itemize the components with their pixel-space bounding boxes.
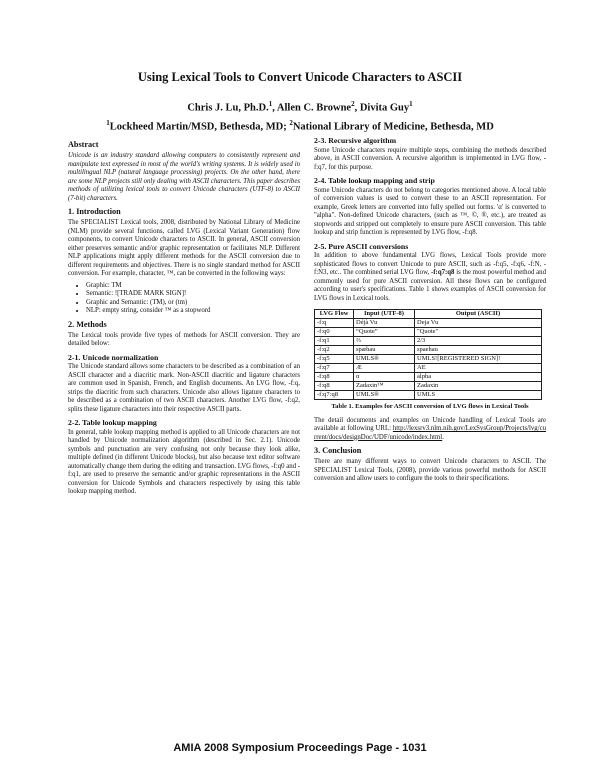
affiliation-line: $^1$Lockheed Martin/MSD, Bethesda, MD; $^2$National Library of Medicine, Bethesda, MD xyxy=(106,118,494,132)
table-row: -f:q8 Zadaxin™ Zadaxin xyxy=(315,382,542,391)
right-column xyxy=(314,136,546,487)
section-2-5-text: In addition to above fundamental LVG flows, Lexical Tools provide more sophisticated flows to convert Unicode to pure ASCII, such as -f:q5, -f:q6, -f:N, -f:N3, etc.. The combined serial LVG flow, -f:q7:q8 is the most powerful method and commonly used for pure ASCII conversion. All these flows can be configured according to user's specifications. Table 1 shows examples of ASCII conversion for LVG flows in Lexical tools. xyxy=(314,252,546,302)
section-2-2-text: In general, table lookup mapping method is applied to all Unicode characters are not handled by Unicode normalization algorithm (described in Sec. 2.1). Unicode symbols and punctuation are very confusing not only because they look alike, multiple defined (in different Unicode blocks), but also because text editor software automatically change them during the editing and transaction. LVG flows, -f:q0 and -f:q1, are used to preserve the semantic and/or graphic representations in the ASCII conversion for Unicode Symbols and characters respectively by using this table lookup mapping method. xyxy=(68,428,300,495)
table-caption: Table 1. Examples for ASCII conversion of LVG flows in Lexical Tools xyxy=(331,403,529,410)
table-row: -f:q0 “Quote” "Quote" xyxy=(315,328,542,337)
section-2-1-heading: 2-1. Unicode normalization xyxy=(68,352,159,362)
section-2-5-heading: 2-5. Pure ASCII conversions xyxy=(314,241,409,251)
table-row: -f:q7 Æ AE xyxy=(315,364,542,373)
list-item: • Graphic: TM xyxy=(86,282,300,291)
table-row: -f:q5 UMLS® UMLS![REGISTERED SIGN]! xyxy=(315,355,542,364)
methods-text: The Lexical tools provide five types of methods for ASCII conversion. They are detailed below: xyxy=(68,331,300,347)
table-header-row xyxy=(315,310,542,319)
intro-text: The SPECIALIST Lexical tools, 2008, distributed by National Library of Medicine (NLM) provide several functions, called LVG (Lexical Variant Generation) flow components, to convert Unicode characters to ASCII. In general, ASCII conversion either preserves semantic and/or graphic representation or facilitates NLP. Different NLP applications might apply different methods for the ASCII conversion due to different requirements and objectives. There is no single standard method for ASCII conversion. For example, character, ™, can be converted in the following ways: xyxy=(68,219,300,277)
column-header: Output (ASCII) xyxy=(415,310,542,319)
column-header: LVG Flow xyxy=(315,310,354,319)
author-line: Chris J. Lu, Ph.D.$^1$, Allen C. Browne$^2$, Divita Guy$^1$ xyxy=(187,100,413,114)
column-header: Input (UTF-8) xyxy=(354,310,415,319)
abstract-text: Unicode is an industry standard allowing computers to consistently represent and manipulate text expressed in most of the world's writing systems. It is widely used in multilingual NLP (natural language processing) projects. On the other hand, there are some NLP projects still only dealing with ASCII characters. This paper describes methods of utilizing lexical tools to convert Unicode characters (UTF-8) to ASCII (7-bit) characters. xyxy=(68,152,300,202)
conversion-list xyxy=(68,282,300,316)
list-item: • NLP: empty string, consider ™ as a stopword xyxy=(86,307,300,316)
table-row: -f:q8 α alpha xyxy=(315,373,542,382)
table-row: -f:q1 ⅔ 2/3 xyxy=(315,337,542,346)
table-row: -f:q7:q8 UMLS® UMLS xyxy=(315,391,542,400)
conversion-table xyxy=(314,309,542,400)
author-block xyxy=(0,97,600,134)
section-2-1-text: The Unicode standard allows some characters to be described as a combination of an ASCII character and a diacritic mark. Non-ASCII diacritic and ligature characters are common used in Spanish, French, and English documents. An LVG flow, -f:q, strips the diacritic from such characters. Unicode also allows ligature characters to be described as a combination of two ASCII characters. Another LVG flow, -f:q2, splits these ligature characters into their respective ASCII parts. xyxy=(68,363,300,413)
list-item: • Graphic and Semantic: (TM), or (tm) xyxy=(86,299,300,308)
details-text: The detail documents and examples on Unicode handling of Lexical Tools are available at following URL: http://lexsrv3.nlm.nih.gov/LexSysGroup/Projects/lvg/current/docs/designDoc/UDF/unicode/index.html. xyxy=(314,416,546,441)
page-footer: AMIA 2008 Symposium Proceedings Page - 1031 xyxy=(173,742,427,754)
conclusion-text: There are many different ways to convert Unicode characters to ASCII. The SPECIALIST Lexical Tools, (2008), provide various powerful methods for ASCII conversion and allow users to configure the tools to their specifications. xyxy=(314,458,546,482)
section-2-3-text: Some Unicode characters require multiple steps, combining the methods described above, in ASCII conversion. A recursive algorithm is implemented in LVG flow, -f:q7, for this purpose. xyxy=(314,146,546,171)
list-item: • Semantic: ![TRADE MARK SIGN]! xyxy=(86,290,300,299)
left-column xyxy=(68,136,300,500)
section-2-4-heading: 2-4. Table lookup mapping and strip xyxy=(314,176,435,185)
table-row: -f:q2 spæhau spaehau xyxy=(315,346,542,355)
section-2-3-heading: 2-3. Recursive algorithm xyxy=(314,136,397,145)
intro-heading: 1. Introduction xyxy=(68,207,121,216)
section-2-2-heading: 2-2. Table lookup mapping xyxy=(68,418,157,427)
conclusion-heading: 3. Conclusion xyxy=(314,446,362,455)
abstract-heading: Abstract xyxy=(68,140,99,149)
methods-heading: 2. Methods xyxy=(68,319,107,329)
paper-title: Using Lexical Tools to Convert Unicode Characters to ASCII xyxy=(137,70,463,84)
section-2-4-text: Some Unicode characters do not belong to categories mentioned above. A local table of conversion values is used to convert these to an ASCII representation. For example, Greek letters are converted into fully spelled out forms. 'α' is converted to "alpha". Non-defined Unicode characters, (such as ™, ©, ®, etc.), are treated as stopwords and stripped out completely to ensure pure ASCII conversion. This table lookup and strip function is represented by LVG flow, -f:q8. xyxy=(314,186,546,236)
table-row: -f:q Déjà Vu Deja Vu xyxy=(315,319,542,328)
details-url-link[interactable]: http://lexsrv3.nlm.nih.gov/LexSysGroup/Projects/lvg/current/docs/designDoc/UDF/unicode/index.html xyxy=(314,425,546,441)
